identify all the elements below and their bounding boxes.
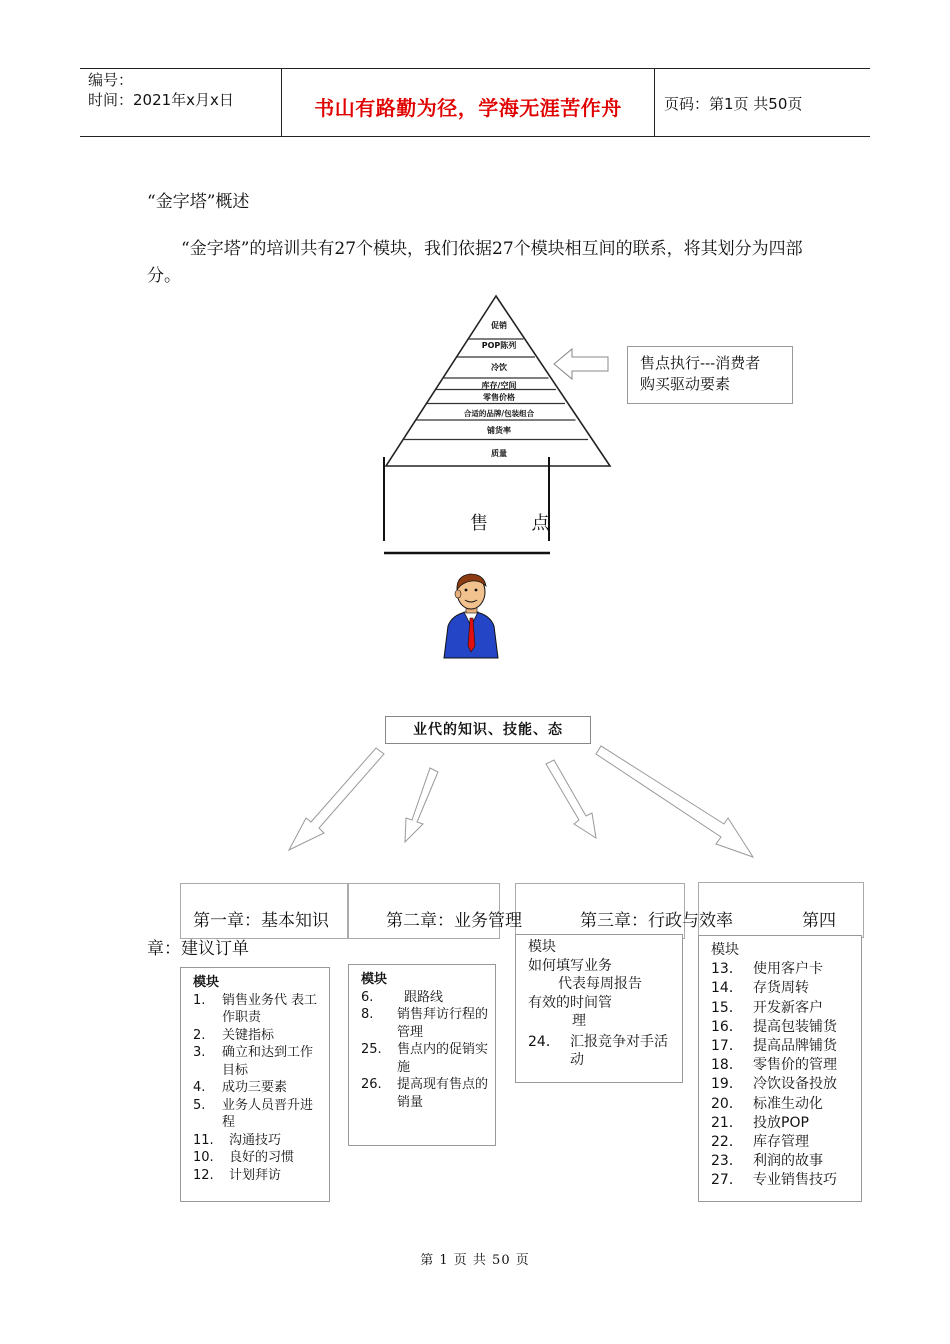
module-box-3-line-2: 代表每周报告	[558, 976, 642, 992]
module-box-4-heading: 模块	[711, 942, 739, 958]
list-item: 1. 销售业务代 表工作职责	[193, 992, 318, 1025]
chapter-headings	[190, 906, 870, 930]
header-page-info: 页码：第1页 共50页	[664, 95, 803, 113]
list-item: 5. 业务人员晋升进程	[193, 1097, 314, 1130]
callout-box	[627, 346, 793, 404]
arrow-to-chapter-3-icon	[546, 760, 596, 838]
list-item: 10. 良好的习惯	[193, 1150, 295, 1165]
sale-point-stand	[378, 455, 558, 560]
list-item: 12. 计划拜访	[193, 1167, 282, 1183]
module-box-3-line-4: 理	[572, 1013, 586, 1029]
pyramid-level-pop: POP陈列	[481, 341, 517, 350]
pyramid-level-promotion: 促销	[491, 321, 507, 330]
date-label: 时间：2021年x月x日	[88, 91, 234, 109]
list-item: 14． 存货周转	[711, 980, 809, 997]
list-item: 4. 成功三要素	[193, 1080, 288, 1095]
pyramid-level-quality: 质量	[491, 449, 507, 458]
pyramid-level-brand-pack: 合适的品牌/包装组合	[463, 409, 535, 418]
pyramid-level-distribution: 铺货率	[487, 426, 511, 435]
module-box-3-heading: 模块	[528, 939, 556, 955]
module-box-3-line-1: 如何填写业务	[528, 957, 612, 974]
document-title: “金字塔”概述	[147, 192, 250, 212]
module-box-3-line-3: 有效的时间管	[528, 994, 612, 1011]
list-item: 21． 投放POP	[711, 1114, 809, 1131]
sale-point-char-1: 售	[470, 513, 490, 534]
list-item: 2. 关键指标	[193, 1027, 275, 1043]
list-item: 17． 提高品牌铺货	[711, 1038, 837, 1055]
arrow-to-chapter-1-icon	[289, 748, 384, 850]
list-item: 11. 沟通技巧	[193, 1132, 282, 1148]
list-item: 25. 售点内的促销实施	[361, 1042, 489, 1075]
chapter-2-heading: 第二章：业务管理	[386, 911, 522, 931]
list-item: 6. 跟路线	[361, 989, 444, 1005]
summary-box: 业代的知识、技能、态	[385, 716, 591, 744]
module-box-1-heading: 模块	[193, 975, 220, 990]
list-item: 18． 零售价的管理	[711, 1057, 837, 1074]
chapter-3-heading: 第三章：行政与效率	[580, 911, 733, 931]
header-motto: 书山有路勤为径，学海无涯苦作舟	[314, 96, 622, 120]
header-bottom-rule	[80, 136, 870, 137]
arrow-to-chapter-2-icon	[405, 768, 438, 842]
callout-line-2: 购买驱动要素	[640, 375, 731, 393]
chapter-4-heading-part2: 章：建议订单	[147, 939, 249, 959]
list-item: 23． 利润的故事	[711, 1153, 823, 1170]
serial-label: 编号：	[88, 71, 134, 89]
callout-arrow-icon	[552, 346, 610, 382]
salesman-icon	[440, 570, 502, 660]
chapter-4-heading-part1: 第四	[802, 911, 836, 931]
list-item: 16． 提高包装铺货	[711, 1018, 837, 1035]
callout-line-1: 售点执行---消费者	[640, 354, 761, 372]
pyramid-diagram	[370, 290, 620, 480]
pyramid-level-retail-price: 零售价格	[483, 393, 515, 402]
header-meta	[88, 70, 234, 110]
list-item: 20． 标准生动化	[711, 1095, 823, 1112]
module-box-2	[348, 964, 496, 1146]
page-footer: 第 1 页 共 50 页	[420, 1253, 530, 1268]
list-item: 27． 专业销售技巧	[711, 1172, 837, 1189]
pyramid-level-inventory: 库存/空间	[481, 381, 517, 390]
list-item: 3. 确立和达到工作目标	[193, 1045, 314, 1078]
sale-point-char-2: 点	[531, 513, 552, 534]
module-box-2-heading: 模块	[361, 972, 388, 987]
list-item: 19． 冷饮设备投放	[711, 1076, 837, 1093]
list-item: 15． 开发新客户	[711, 999, 823, 1016]
module-box-1	[180, 967, 330, 1202]
module-box-3	[515, 934, 683, 1083]
list-item: 24． 汇报竞争对手活动	[528, 1033, 668, 1068]
module-box-4	[698, 935, 862, 1202]
header-divider-2	[654, 68, 655, 136]
list-item: 13． 使用客户卡	[711, 961, 823, 978]
arrow-to-chapter-4-icon	[596, 746, 753, 857]
list-item: 8. 销售拜访行程的管理	[361, 1007, 489, 1040]
chapter-1-heading: 第一章：基本知识	[193, 911, 329, 931]
list-item: 22． 库存管理	[711, 1134, 809, 1151]
list-item: 26. 提高现有售点的销量	[361, 1077, 489, 1110]
sale-point-label	[470, 509, 551, 535]
intro-paragraph: “金字塔”的培训共有27个模块，我们依据27个模块相互间的联系，将其划分为四部分。	[147, 239, 803, 286]
header-top-rule	[80, 68, 870, 69]
branch-arrows	[270, 740, 770, 865]
pyramid-level-cold-drinks: 冷饮	[491, 363, 507, 372]
